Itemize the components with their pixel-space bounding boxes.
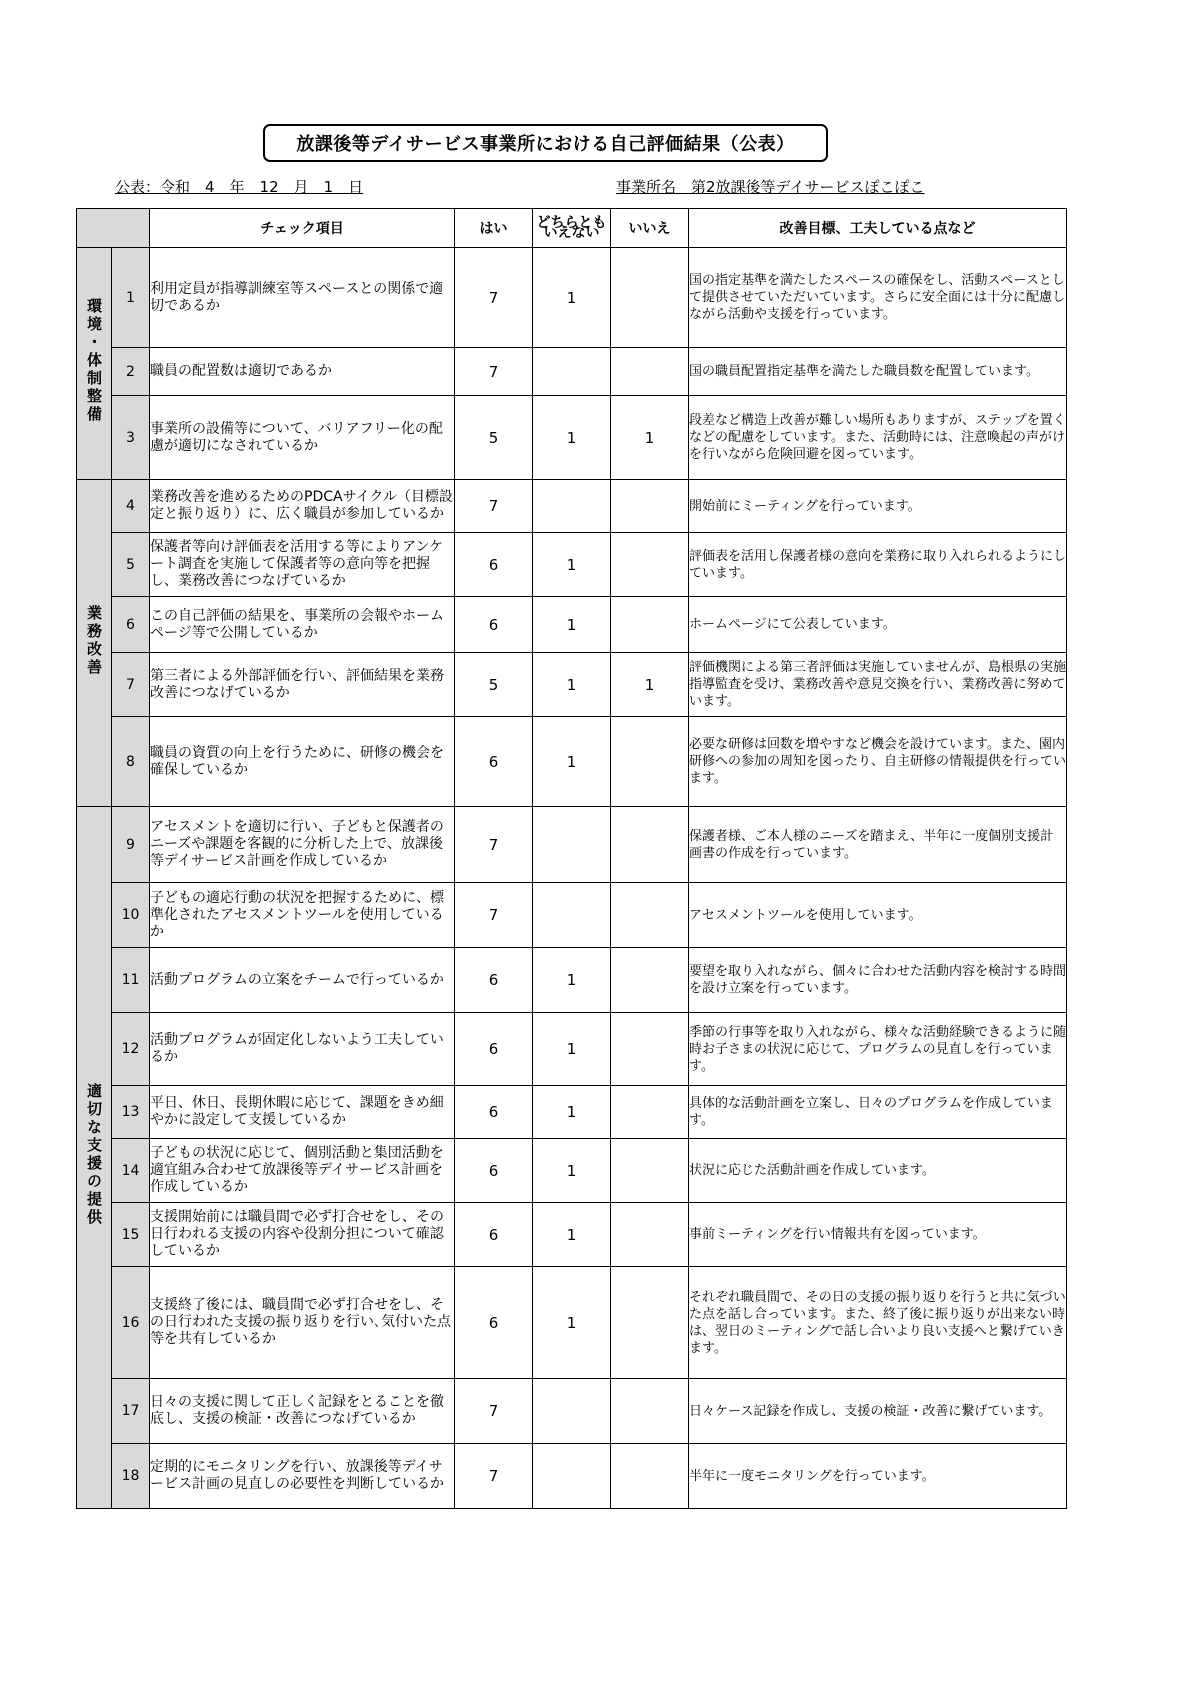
item-number: 12	[112, 1013, 150, 1086]
check-item-text: 子どもの状況に応じて、個別活動と集団活動を適宜組み合わせて放課後等デイサービス計画を作成しているか	[150, 1139, 455, 1203]
neither-count	[533, 807, 611, 883]
table-row	[77, 807, 1067, 883]
item-number: 11	[112, 948, 150, 1013]
item-number: 13	[112, 1086, 150, 1139]
yes-count: 6	[455, 1267, 533, 1379]
check-item-text: 業務改善を進めるためのPDCAサイクル（目標設定と振り返り）に、広く職員が参加しているか	[150, 480, 455, 533]
publication-date: 公表：令和 4 年 12 月 1 日	[115, 178, 364, 196]
neither-count: 1	[533, 1139, 611, 1203]
category-label	[84, 605, 104, 682]
no-count	[611, 1203, 689, 1267]
table-row	[77, 1267, 1067, 1379]
category-cell	[77, 807, 112, 1509]
improvement-note: 具体的な活動計画を立案し、日々のプログラムを作成しています。	[689, 1086, 1067, 1139]
neither-count	[533, 883, 611, 948]
item-number: 8	[112, 717, 150, 807]
check-item-text: 子どもの適応行動の状況を把握するために、標準化されたアセスメントツールを使用しているか	[150, 883, 455, 948]
table-row	[77, 1086, 1067, 1139]
category-cell	[77, 248, 112, 480]
improvement-note: 事前ミーティングを行い情報共有を図っています。	[689, 1203, 1067, 1267]
yes-count: 6	[455, 533, 533, 597]
neither-count: 1	[533, 533, 611, 597]
check-item-text: 日々の支援に関して正しく記録をとることを徹底し、支援の検証・改善につなげているか	[150, 1379, 455, 1444]
check-item-text: 活動プログラムの立案をチームで行っているか	[150, 948, 455, 1013]
improvement-note: 要望を取り入れながら、個々に合わせた活動内容を検討する時間を設け立案を行っています。	[689, 948, 1067, 1013]
check-item-text: 職員の配置数は適切であるか	[150, 348, 455, 396]
improvement-note: 半年に一度モニタリングを行っています。	[689, 1444, 1067, 1509]
neither-count: 1	[533, 1086, 611, 1139]
item-number: 2	[112, 348, 150, 396]
yes-count: 7	[455, 248, 533, 348]
yes-count: 7	[455, 1379, 533, 1444]
improvement-note: 国の指定基準を満たしたスペースの確保をし、活動スペースとして提供させていただいています。さらに安全面には十分に配慮しながら活動や支援を行っています。	[689, 248, 1067, 348]
improvement-note: 状況に応じた活動計画を作成しています。	[689, 1139, 1067, 1203]
neither-count: 1	[533, 948, 611, 1013]
category-cell	[77, 480, 112, 807]
check-item-text: 平日、休日、長期休暇に応じて、課題をきめ細やかに設定して支援しているか	[150, 1086, 455, 1139]
check-item-text: 支援終了後には、職員間で必ず打合せをし、その日行われた支援の振り返りを行い､気付いた点等を共有しているか	[150, 1267, 455, 1379]
no-count	[611, 1267, 689, 1379]
no-count	[611, 1379, 689, 1444]
table-row	[77, 597, 1067, 653]
yes-count: 6	[455, 717, 533, 807]
check-item-text: 事業所の設備等について、バリアフリー化の配慮が適切になされているか	[150, 396, 455, 480]
item-number: 3	[112, 396, 150, 480]
neither-count: 1	[533, 653, 611, 717]
neither-count	[533, 480, 611, 533]
category-text: 適切な支援の提供	[85, 1083, 103, 1227]
no-count	[611, 1139, 689, 1203]
table-row	[77, 1203, 1067, 1267]
yes-count: 7	[455, 348, 533, 396]
improvement-note: 評価機関による第三者評価は実施していませんが、島根県の実施指導監査を受け、業務改善や意見交換を行い、業務改善に努めています。	[689, 653, 1067, 717]
yes-count: 6	[455, 597, 533, 653]
table-row	[77, 1139, 1067, 1203]
check-item-text: 活動プログラムが固定化しないよう工夫しているか	[150, 1013, 455, 1086]
improvement-note: ホームページにて公表しています。	[689, 597, 1067, 653]
check-item-text: 職員の資質の向上を行うために、研修の機会を確保しているか	[150, 717, 455, 807]
office-name: 事業所名 第2放課後等デイサービスぽこぽこ	[616, 178, 925, 196]
header-blank	[77, 209, 150, 248]
no-count	[611, 807, 689, 883]
check-item-text: アセスメントを適切に行い、子どもと保護者のニーズや課題を客観的に分析した上で、放課後等デイサービス計画を作成しているか	[150, 807, 455, 883]
item-number: 17	[112, 1379, 150, 1444]
yes-count: 6	[455, 948, 533, 1013]
no-count	[611, 533, 689, 597]
yes-count: 6	[455, 1139, 533, 1203]
improvement-note: 国の職員配置指定基準を満たした職員数を配置しています。	[689, 348, 1067, 396]
neither-count	[533, 1379, 611, 1444]
improvement-note: 必要な研修は回数を増やすなど機会を設けています。また、園内研修への参加の周知を図ったり、自主研修の情報提供を行っています。	[689, 717, 1067, 807]
yes-count: 6	[455, 1013, 533, 1086]
item-number: 4	[112, 480, 150, 533]
no-count	[611, 948, 689, 1013]
table-row	[77, 1013, 1067, 1086]
neither-count	[533, 348, 611, 396]
improvement-note: それぞれ職員間で、その日の支援の振り返りを行うと共に気づいた点を話し合っています。また、終了後に振り返りが出来ない時は、翌日のミーティングで話し合いより良い支援へと繋げていきます。	[689, 1267, 1067, 1379]
improvement-note: 保護者様、ご本人様のニーズを踏まえ、半年に一度個別支援計画書の作成を行っています。	[689, 807, 1067, 883]
table-row	[77, 948, 1067, 1013]
item-number: 18	[112, 1444, 150, 1509]
no-count	[611, 597, 689, 653]
check-item-text: この自己評価の結果を、事業所の会報やホームページ等で公開しているか	[150, 597, 455, 653]
neither-count: 1	[533, 1013, 611, 1086]
check-item-text: 利用定員が指導訓練室等スペースとの関係で適切であるか	[150, 248, 455, 348]
table-row	[77, 480, 1067, 533]
item-number: 10	[112, 883, 150, 948]
header-neither: どちらとも いえない	[533, 209, 611, 248]
page-title: 放課後等デイサービス事業所における自己評価結果（公表）	[263, 124, 828, 162]
no-count	[611, 1013, 689, 1086]
item-number: 16	[112, 1267, 150, 1379]
check-item-text: 第三者による外部評価を行い、評価結果を業務改善につなげているか	[150, 653, 455, 717]
yes-count: 7	[455, 1444, 533, 1509]
improvement-note: 開始前にミーティングを行っています。	[689, 480, 1067, 533]
table-row	[77, 883, 1067, 948]
header-row	[77, 209, 1067, 248]
table-row	[77, 396, 1067, 480]
improvement-note: 評価表を活用し保護者様の意向を業務に取り入れられるようにしています。	[689, 533, 1067, 597]
check-item-text: 定期的にモニタリングを行い、放課後等デイサービス計画の見直しの必要性を判断しているか	[150, 1444, 455, 1509]
table-row	[77, 533, 1067, 597]
item-number: 9	[112, 807, 150, 883]
header-yes: はい	[455, 209, 533, 248]
yes-count: 6	[455, 1203, 533, 1267]
yes-count: 7	[455, 807, 533, 883]
header-no: いいえ	[611, 209, 689, 248]
item-number: 7	[112, 653, 150, 717]
item-number: 6	[112, 597, 150, 653]
table-row	[77, 717, 1067, 807]
self-evaluation-table	[76, 208, 1067, 1509]
header-check-item: チェック項目	[150, 209, 455, 248]
item-number: 1	[112, 248, 150, 348]
table-row	[77, 348, 1067, 396]
table-row	[77, 653, 1067, 717]
no-count	[611, 883, 689, 948]
yes-count: 5	[455, 396, 533, 480]
no-count	[611, 717, 689, 807]
neither-count	[533, 1444, 611, 1509]
no-count: 1	[611, 396, 689, 480]
neither-count: 1	[533, 248, 611, 348]
category-text: 業務改善	[85, 604, 103, 677]
item-number: 14	[112, 1139, 150, 1203]
improvement-note: 季節の行事等を取り入れながら、様々な活動経験できるように随時お子さまの状況に応じて、プログラムの見直しを行っています。	[689, 1013, 1067, 1086]
category-label	[84, 298, 104, 429]
improvement-note: 日々ケース記録を作成し、支援の検証・改善に繋げています。	[689, 1379, 1067, 1444]
header-notes: 改善目標、工夫している点など	[689, 209, 1067, 248]
category-text: 環境・体制整備	[85, 298, 103, 424]
category-label	[84, 1083, 104, 1232]
improvement-note: アセスメントツールを使用しています。	[689, 883, 1067, 948]
yes-count: 5	[455, 653, 533, 717]
no-count	[611, 1086, 689, 1139]
neither-count: 1	[533, 1267, 611, 1379]
neither-count: 1	[533, 396, 611, 480]
neither-count: 1	[533, 717, 611, 807]
improvement-note: 段差など構造上改善が難しい場所もありますが、ステップを置くなどの配慮をしています。また、活動時には、注意喚起の声がけを行いながら危険回避を図っています。	[689, 396, 1067, 480]
no-count: 1	[611, 653, 689, 717]
no-count	[611, 480, 689, 533]
yes-count: 7	[455, 480, 533, 533]
table-row	[77, 1379, 1067, 1444]
yes-count: 6	[455, 1086, 533, 1139]
no-count	[611, 348, 689, 396]
table-row	[77, 248, 1067, 348]
neither-count: 1	[533, 1203, 611, 1267]
item-number: 5	[112, 533, 150, 597]
yes-count: 7	[455, 883, 533, 948]
no-count	[611, 248, 689, 348]
check-item-text: 支援開始前には職員間で必ず打合せをし、その日行われる支援の内容や役割分担について確認しているか	[150, 1203, 455, 1267]
no-count	[611, 1444, 689, 1509]
table-row	[77, 1444, 1067, 1509]
item-number: 15	[112, 1203, 150, 1267]
neither-count: 1	[533, 597, 611, 653]
check-item-text: 保護者等向け評価表を活用する等によりアンケート調査を実施して保護者等の意向等を把握し、業務改善につなげているか	[150, 533, 455, 597]
